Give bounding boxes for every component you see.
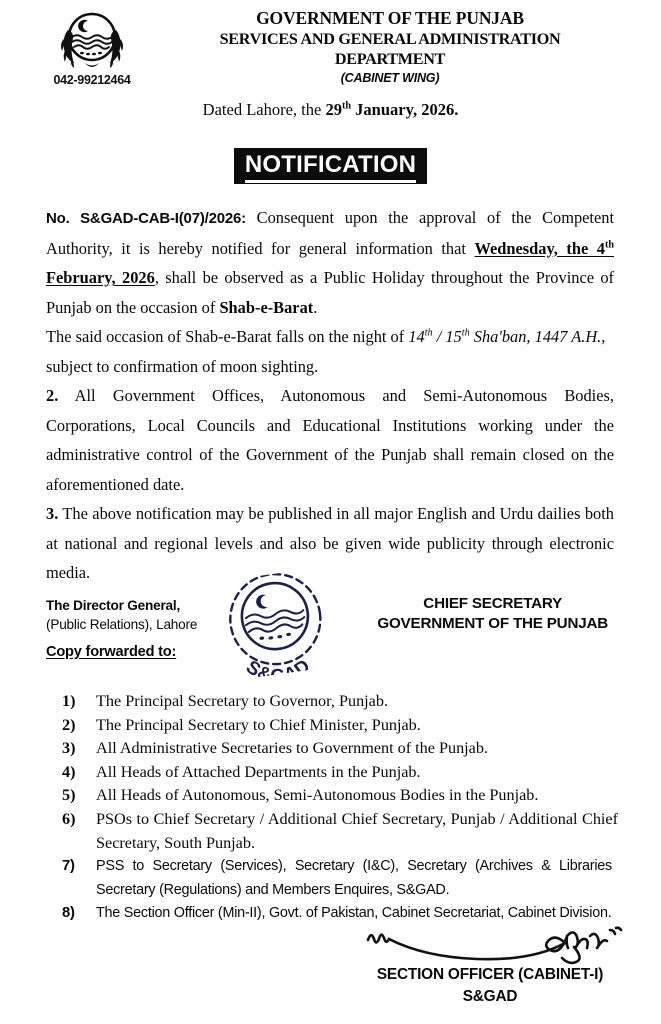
dated-line bbox=[0, 100, 661, 120]
section-officer-line-2: S&GAD bbox=[462, 988, 518, 1005]
notification-underline bbox=[245, 180, 416, 183]
paragraph-2-text: All Government Offices, Autonomous and Semi-Autonomous Bodies, Corporations, Local Councils and Educational Institutions working under the administrative control of the Government of the Punjab shall remain closed on the aforementioned date. bbox=[46, 386, 614, 494]
notification-banner bbox=[234, 148, 427, 184]
paragraph-2 bbox=[46, 381, 614, 499]
list-item bbox=[62, 855, 618, 902]
round-stamp-icon bbox=[208, 566, 346, 682]
list-item-number: 1) bbox=[62, 692, 76, 710]
signature-row bbox=[46, 595, 614, 683]
chief-secretary-line-1: CHIEF SECRETARY bbox=[423, 595, 563, 612]
para1-text-d: , shall be observed as a Public Holiday throughout the Province of Punjab on the occasion of bbox=[46, 268, 615, 317]
document-header bbox=[0, 0, 661, 96]
paragraph-3-number: 3. bbox=[46, 504, 59, 523]
list-item-number: 7) bbox=[62, 858, 75, 875]
list-item-number: 4) bbox=[62, 762, 76, 781]
hijri-sup-1: th bbox=[424, 327, 433, 339]
contact-phone-number: 042-99212464 bbox=[53, 73, 131, 87]
notification-banner-label: NOTIFICATION bbox=[244, 151, 417, 178]
list-item-text: The Principal Secretary to Governor, Punjab. bbox=[96, 692, 388, 710]
list-item bbox=[62, 784, 618, 808]
list-item-number: 3) bbox=[62, 739, 76, 758]
header-title-group bbox=[150, 8, 630, 87]
para1-date-b: Wednesday, the 4 bbox=[474, 238, 605, 258]
list-item bbox=[62, 737, 618, 761]
hijri-mid: / 15 bbox=[432, 327, 462, 346]
paragraph-3-text: The above notification may be published in all major English and Urdu dailies both at national and regional levels and also be given wide publicity through electronic media. bbox=[46, 504, 614, 582]
dated-day: 29 bbox=[325, 100, 342, 119]
svg-text:S&GAD bbox=[240, 648, 317, 682]
section-officer-line-1: SECTION OFFICER (CABINET-I) bbox=[376, 966, 604, 983]
hijri-sup-2: th bbox=[461, 327, 470, 339]
para1-text-e: . bbox=[313, 297, 318, 317]
occasion-name: Shab-e-Barat bbox=[219, 297, 314, 317]
stamp-text: S&GAD bbox=[241, 655, 316, 683]
paragraph-1-continued bbox=[46, 322, 614, 381]
hijri-day-1: 14 bbox=[408, 327, 425, 346]
govt-title-line: GOVERNMENT OF THE PUNJAB bbox=[256, 8, 524, 28]
para1-date-c: February, 2026 bbox=[46, 268, 155, 287]
chief-secretary-line-2: GOVERNMENT OF THE PUNJAB bbox=[377, 615, 608, 632]
department-title-line-2: DEPARTMENT bbox=[334, 50, 446, 68]
list-item-text: All Heads of Attached Departments in the Punjab. bbox=[96, 762, 421, 781]
list-item-number: 5) bbox=[62, 786, 76, 805]
dated-prefix: Dated Lahore, the bbox=[202, 100, 326, 119]
para1-text-a: Consequent upon the approval of the Competent Authority, it is hereby notified for general information that bbox=[46, 208, 614, 258]
department-title-line-1: SERVICES AND GENERAL ADMINISTRATION bbox=[219, 30, 561, 48]
list-item-text: The Section Officer (Min-II), Govt. of Pakistan, Cabinet Secretariat, Cabinet Division. bbox=[96, 905, 612, 922]
chief-secretary-block bbox=[377, 594, 608, 634]
list-item-text: PSOs to Chief Secretary / Additional Chief Secretary, Punjab / Additional Chief Secretary, South Punjab. bbox=[96, 809, 618, 852]
hijri-lead: The said occasion of Shab-e-Barat falls on the night of bbox=[46, 327, 409, 346]
forwarded-recipients-list bbox=[62, 690, 618, 926]
list-item-number: 8) bbox=[62, 905, 75, 922]
list-item-number: 6) bbox=[62, 809, 76, 828]
list-item-text: PSS to Secretary (Services), Secretary (I&C), Secretary (Archives & Libraries Secretary (Regulations) and Members Enquires, S&GAD. bbox=[96, 858, 612, 898]
section-officer-block bbox=[330, 964, 650, 1008]
list-item-text: The Principal Secretary to Chief Minister, Punjab. bbox=[96, 715, 421, 734]
handwritten-signature-icon bbox=[358, 922, 628, 966]
emblem-block bbox=[28, 8, 156, 87]
paragraph-1 bbox=[46, 203, 614, 322]
dated-rest: January, 2026. bbox=[351, 100, 459, 119]
paragraph-2-number: 2. bbox=[46, 386, 59, 405]
director-general-line-2: (Public Relations), Lahore bbox=[46, 617, 198, 632]
document-body bbox=[46, 203, 614, 588]
official-round-stamp bbox=[208, 566, 346, 682]
dated-day-suffix: th bbox=[341, 100, 352, 112]
hijri-tail: , subject to confirmation of moon sighting. bbox=[46, 327, 606, 376]
punjab-government-emblem-icon bbox=[55, 8, 129, 72]
cabinet-wing-label: (CABINET WING) bbox=[340, 71, 440, 85]
list-item-text: All Administrative Secretaries to Government of the Punjab. bbox=[96, 739, 489, 758]
hijri-date bbox=[408, 327, 601, 346]
director-general-block bbox=[46, 596, 197, 634]
copy-forwarded-label: Copy forwarded to: bbox=[46, 644, 177, 660]
list-item-text: All Heads of Autonomous, Semi-Autonomous Bodies in the Punjab. bbox=[96, 786, 539, 805]
list-item bbox=[62, 761, 618, 785]
bottom-signature-block bbox=[330, 922, 650, 1022]
director-general-line-1: The Director General, bbox=[46, 598, 181, 613]
list-item bbox=[62, 714, 618, 738]
reference-number: No. S&GAD-CAB-I(07)/2026: bbox=[46, 210, 246, 227]
hijri-month-year: Sha'ban, 1447 A.H. bbox=[469, 327, 602, 346]
para1-date-sup: th bbox=[604, 239, 614, 251]
list-item bbox=[62, 808, 618, 855]
list-item-number: 2) bbox=[62, 715, 76, 734]
notification-banner-wrap bbox=[0, 148, 661, 184]
list-item bbox=[62, 690, 618, 714]
